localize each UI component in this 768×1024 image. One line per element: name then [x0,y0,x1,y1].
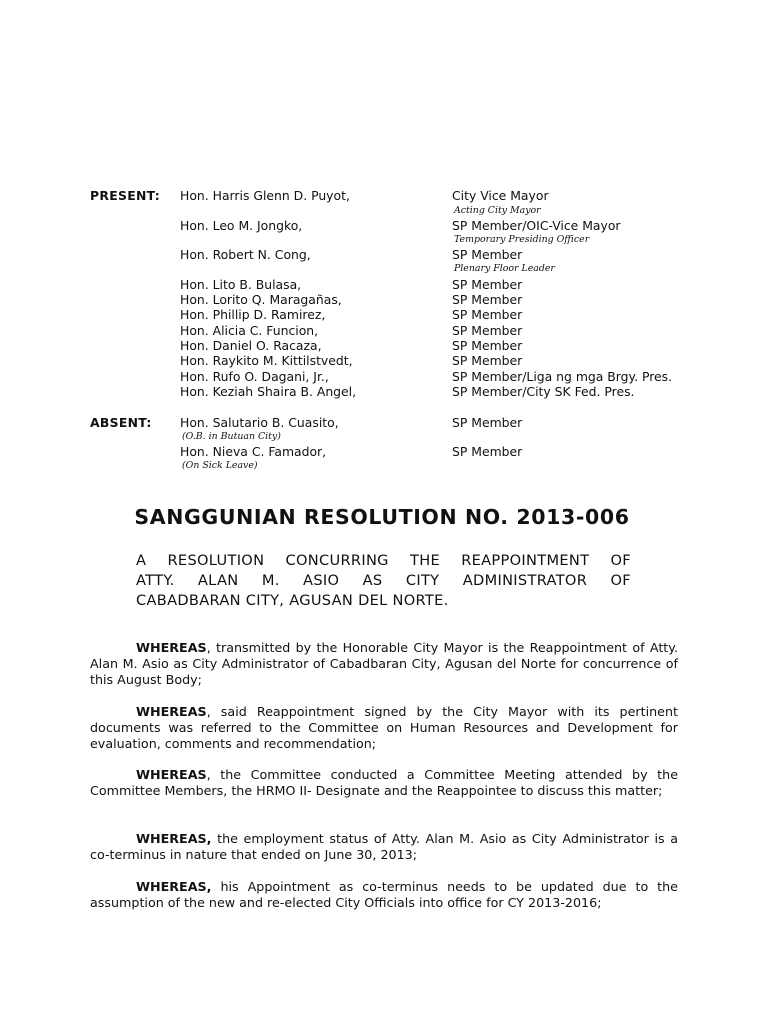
member-name: Hon. Leo M. Jongko, [180,218,303,233]
member-position: SP Member/City SK Fed. Pres. [452,384,635,399]
member-note: Plenary Floor Leader [454,263,555,274]
whereas-text: his Appointment as co-terminus needs to be updated due to the assumption of the new and re-elected City Officials into office for CY 2013-2016; [90,879,678,910]
member-position: SP Member [452,277,523,292]
member-position: SP Member [452,323,523,338]
whereas-text: , transmitted by the Honorable City Mayor is the Reappointment of Atty. Alan M. Asio as City Administrator of Cabadbaran City, Agusan del Norte for concurrence of this August Body; [90,640,678,687]
whereas-paragraph [90,704,678,751]
whereas-lead: WHEREAS [136,640,207,655]
member-name: Hon. Raykito M. Kittilstvedt, [180,353,353,368]
member-note: Acting City Mayor [454,205,541,216]
member-position: SP Member/Liga ng mga Brgy. Pres. [452,369,673,384]
member-name: Hon. Lorito Q. Maragañas, [180,292,342,307]
member-position: SP Member/OIC-Vice Mayor [452,218,621,233]
member-position: City Vice Mayor [452,188,549,203]
member-position: SP Member [452,307,523,322]
member-position: SP Member [452,338,523,353]
whereas-text: , the Committee conducted a Committee Meeting attended by the Committee Members, the HRMO II- Designate and the Reappointee to discuss this matter; [90,767,678,798]
member-name: Hon. Nieva C. Famador, [180,444,327,459]
member-name: Hon. Daniel O. Racaza, [180,338,322,353]
absent-label: ABSENT: [90,415,152,430]
whereas-paragraph [90,767,678,799]
resolution-title-line: CABADBARAN CITY, AGUSAN DEL NORTE. [136,592,449,609]
member-name: Hon. Robert N. Cong, [180,247,311,262]
member-note: (On Sick Leave) [182,460,258,471]
member-name: Hon. Harris Glenn D. Puyot, [180,188,350,203]
whereas-paragraph [90,879,678,911]
member-note: Temporary Presiding Officer [454,234,590,245]
whereas-lead: WHEREAS, [136,831,212,846]
member-name: Hon. Salutario B. Cuasito, [180,415,339,430]
resolution-title [136,551,631,611]
whereas-lead: WHEREAS [136,704,207,719]
whereas-lead: WHEREAS [136,767,207,782]
whereas-text: , said Reappointment signed by the City Mayor with its pertinent documents was referred to the Committee on Human Resources and Development for evaluation, comments and recommendation; [90,704,678,751]
whereas-paragraph [90,831,678,863]
member-name: Hon. Rufo O. Dagani, Jr., [180,369,329,384]
present-label: PRESENT: [90,188,160,203]
member-position: SP Member [452,247,523,262]
member-note: (O.B. in Butuan City) [182,431,281,442]
resolution-title-line: A RESOLUTION CONCURRING THE REAPPOINTMENT OF [136,552,631,569]
resolution-heading: SANGGUNIAN RESOLUTION NO. 2013-006 [134,505,630,529]
whereas-lead: WHEREAS, [136,879,212,894]
member-position: SP Member [452,353,523,368]
member-name: Hon. Lito B. Bulasa, [180,277,302,292]
member-name: Hon. Phillip D. Ramirez, [180,307,326,322]
whereas-text: the employment status of Atty. Alan M. Asio as City Administrator is a co-terminus in nature that ended on June 30, 2013; [90,831,678,862]
member-position: SP Member [452,292,523,307]
resolution-title-line: ATTY. ALAN M. ASIO AS CITY ADMINISTRATOR OF [136,572,631,589]
member-name: Hon. Keziah Shaira B. Angel, [180,384,357,399]
member-name: Hon. Alicia C. Funcion, [180,323,319,338]
member-position: SP Member [452,415,523,430]
member-position: SP Member [452,444,523,459]
whereas-paragraph [90,640,678,687]
